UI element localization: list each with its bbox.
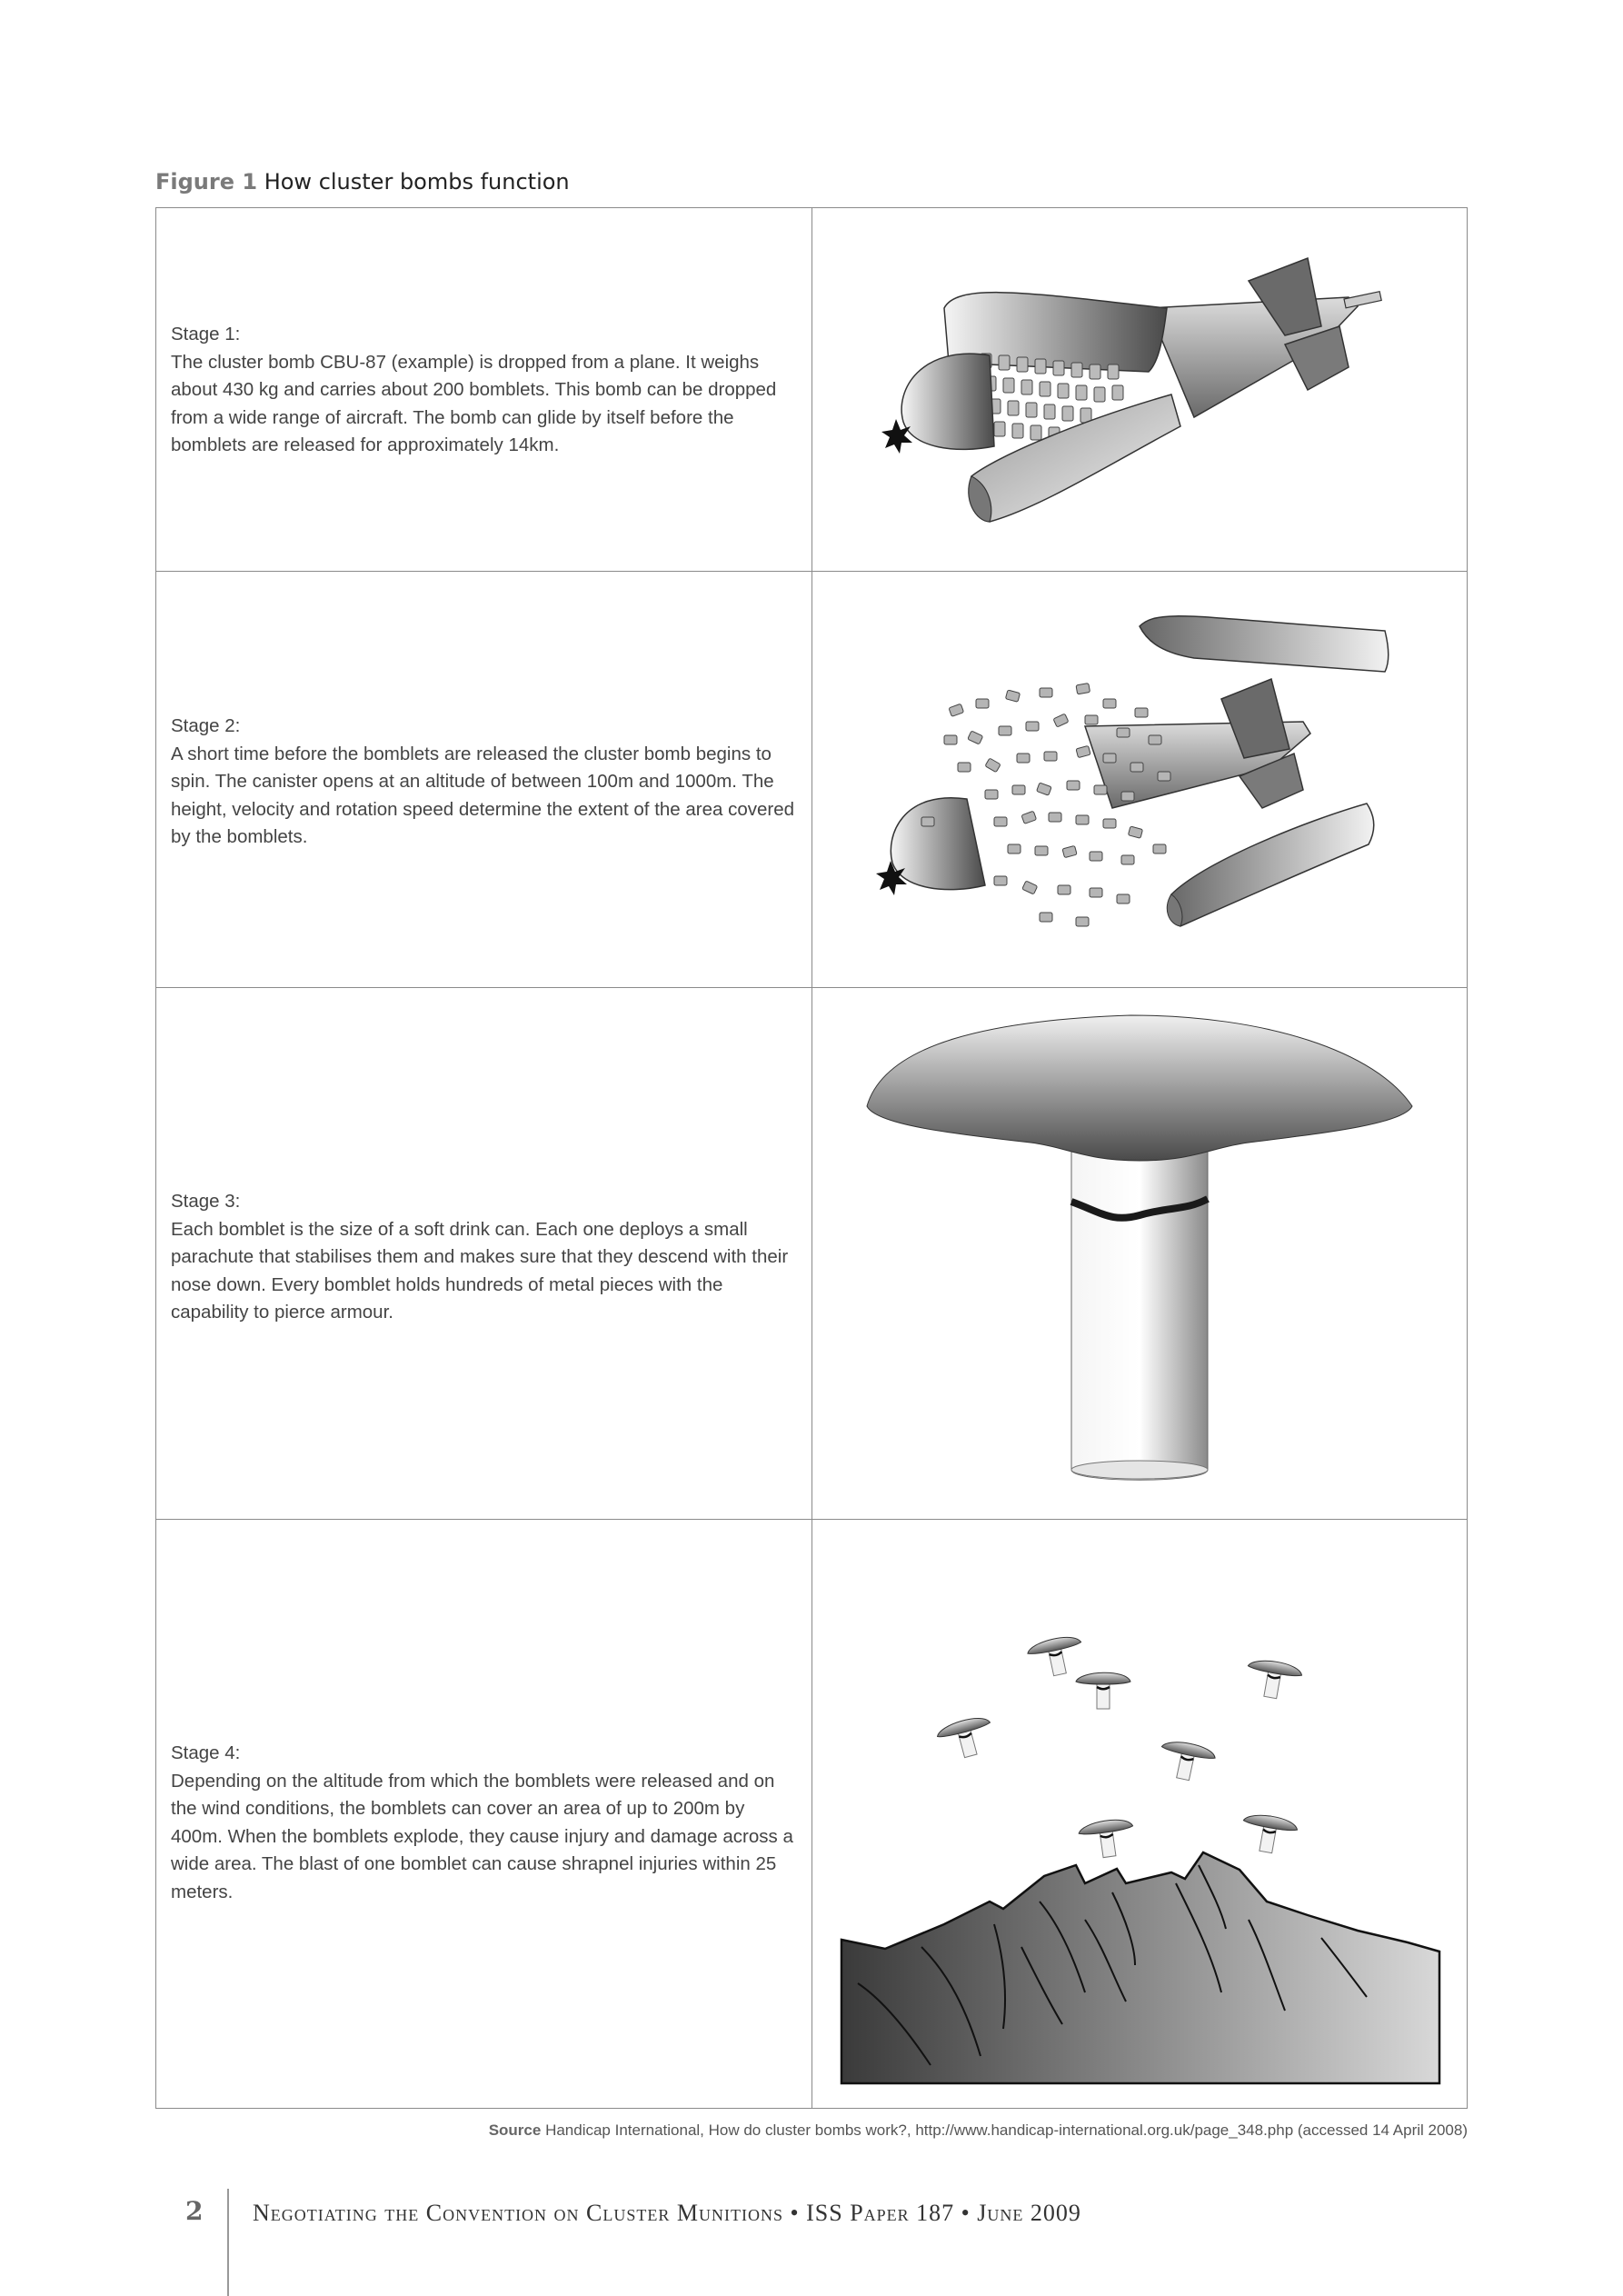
figure-source <box>489 2121 1468 2140</box>
stage-4-description: Depending on the altitude from which the bomblets were released and on the wind conditions, the bomblets can cover an area of up to 200m by 400m. When the bomblets explode, they cause injury and damage across a wide area. The blast of one bomblet can cause shrapnel injuries within 25 meters. <box>171 1770 793 1902</box>
bomblet-parachute-icon <box>812 988 1467 1520</box>
source-label: Source <box>488 2121 542 2139</box>
bomblets-over-mountains-icon <box>812 1520 1467 2109</box>
stage-3-text-cell <box>156 988 812 1519</box>
footer-divider <box>227 2189 229 2296</box>
stage-row-1 <box>156 208 1467 571</box>
stage-3-illustration <box>812 988 1467 1519</box>
figure-label: Figure 1 <box>155 169 258 195</box>
cluster-bomb-closed-icon <box>812 208 1467 571</box>
stage-2-heading: Stage 2: <box>171 715 241 736</box>
falling-bomblet-icon <box>935 1633 1303 1861</box>
stage-row-2 <box>156 571 1467 987</box>
page-number: 2 <box>185 2196 204 2226</box>
stage-4-illustration <box>812 1520 1467 2108</box>
stage-1-text-cell <box>156 208 812 571</box>
stage-1-heading: Stage 1: <box>171 324 241 344</box>
stage-row-3 <box>156 987 1467 1519</box>
stage-row-4 <box>156 1519 1467 2108</box>
figure-title: How cluster bombs function <box>264 169 570 195</box>
stage-1-description: The cluster bomb CBU-87 (example) is dropped from a plane. It weighs about 430 kg and carries about 200 bomblets. This bomb can be dropped from a wide range of aircraft. The bomb can glide by itself before the bomblets are released for approximately 14km. <box>171 351 777 455</box>
stage-2-description: A short time before the bomblets are released the cluster bomb begins to spin. The canister opens at an altitude of between 100m and 1000m. The height, velocity and rotation speed determine the extent of the area covered by the bomblets. <box>171 743 795 847</box>
stage-3-description: Each bomblet is the size of a soft drink can. Each one deploys a small parachute that stabilises them and makes sure that they descend with their nose down. Every bomblet holds hundreds of metal pieces with the capability to pierce armour. <box>171 1218 789 1323</box>
stage-4-heading: Stage 4: <box>171 1742 241 1763</box>
stage-4-text-cell <box>156 1520 812 2108</box>
stage-2-illustration <box>812 572 1467 987</box>
stage-1-illustration <box>812 208 1467 571</box>
source-text: Handicap International, How do cluster bombs work?, http://www.handicap-international.org.uk/page_348.php (accessed 14 April 2008) <box>545 2121 1468 2139</box>
figure-table <box>155 207 1468 2109</box>
running-footer-title: Negotiating the Convention on Cluster Munitions • ISS Paper 187 • June 2009 <box>253 2200 1081 2226</box>
cluster-bomb-opening-icon <box>812 572 1467 988</box>
stage-3-heading: Stage 3: <box>171 1191 241 1212</box>
figure-caption <box>155 169 570 195</box>
stage-2-text-cell <box>156 572 812 987</box>
